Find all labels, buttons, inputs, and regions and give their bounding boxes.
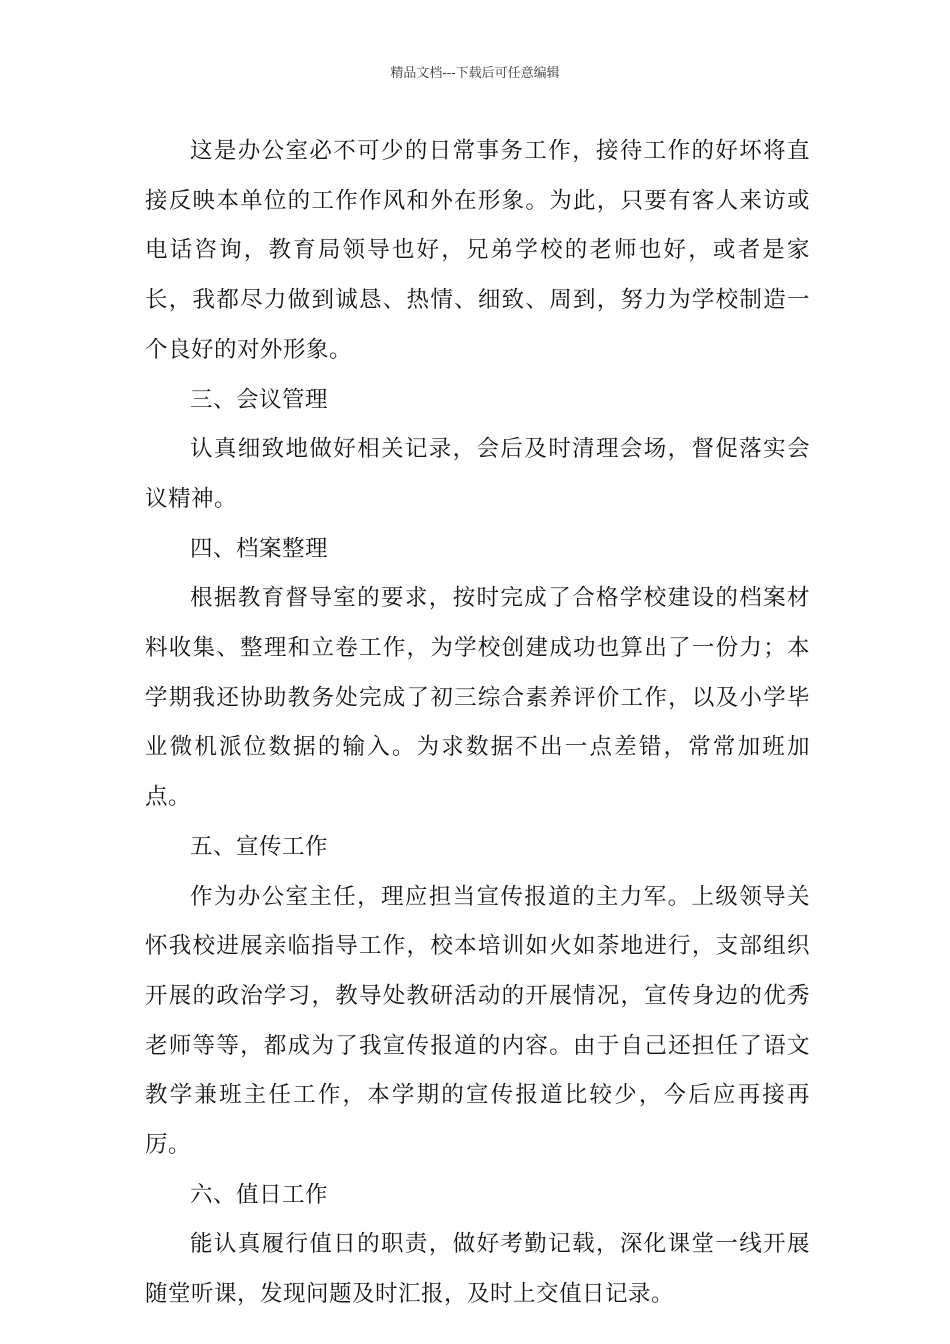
section-heading-archives: 四、档案整理 <box>190 535 329 562</box>
paragraph-reception: 这是办公室必不可少的日常事务工作，接待工作的好坏将直接反映本单位的工作作风和外在形象。为此，只要有客人来访或电话咨询，教育局领导也好，兄弟学校的老师也好，或者是家长，我都尽力做到诚恳、热情、细致、周到，努力为学校制造一个良好的对外形象。 <box>145 138 810 363</box>
paragraph-archives: 根据教育督导室的要求，按时完成了合格学校建设的档案材料收集、整理和立卷工作，为学校创建成功也算出了一份力；本学期我还协助教务处完成了初三综合素养评价工作，以及小学毕业微机派位数据的输入。为求数据不出一点差错，常常加班加点。 <box>145 585 810 811</box>
page-header: 精品文档---下载后可任意编辑 <box>390 66 560 81</box>
paragraph-publicity: 作为办公室主任，理应担当宣传报道的主力军。上级领导关怀我校进展亲临指导工作，校本培训如火如荼地进行，支部组织开展的政治学习，教导处教研活动的开展情况，宣传身边的优秀老师等等，都成为了我宣传报道的内容。由于自己还担任了语文教学兼班主任工作，本学期的宣传报道比较少，今后应再接再厉。 <box>145 883 810 1159</box>
paragraph-duty: 能认真履行值日的职责，做好考勤记载，深化课堂一线开展随堂听课，发现问题及时汇报，及时上交值日记录。 <box>145 1231 810 1308</box>
section-heading-publicity: 五、宣传工作 <box>190 833 329 860</box>
document-body <box>145 127 810 1320</box>
section-heading-meeting: 三、会议管理 <box>190 386 329 413</box>
section-heading-duty: 六、值日工作 <box>190 1181 329 1208</box>
paragraph-meeting: 认真细致地做好相关记录，会后及时清理会场，督促落实会议精神。 <box>145 436 810 512</box>
